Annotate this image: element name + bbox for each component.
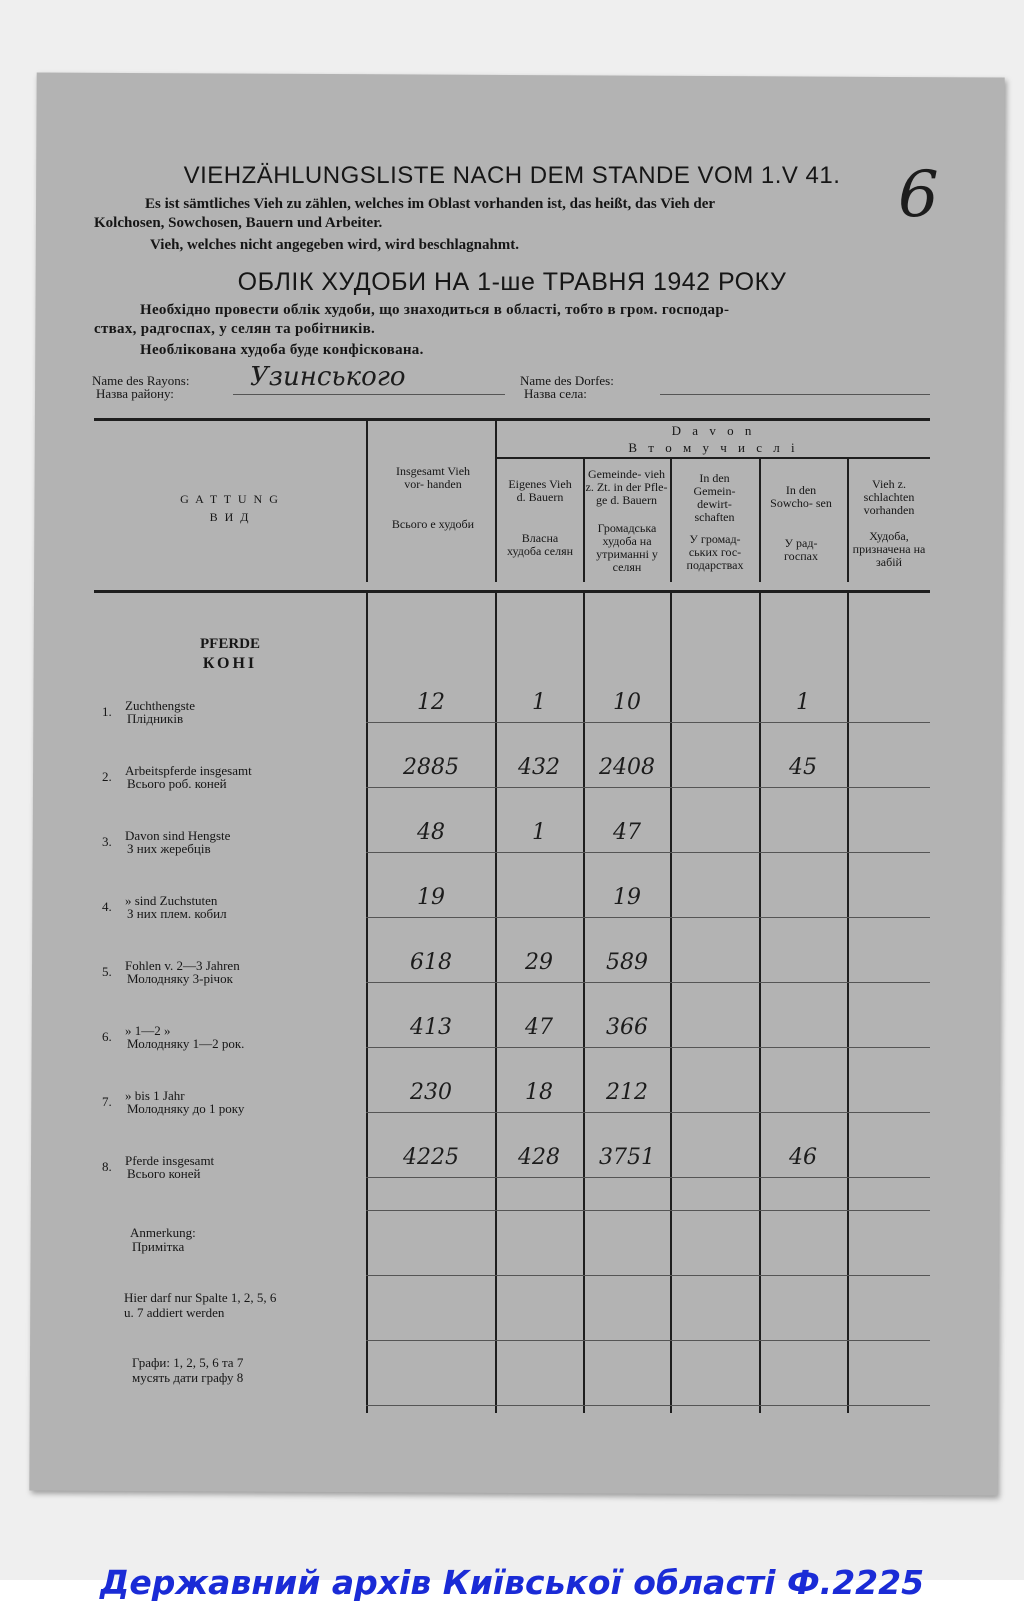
row-rule	[366, 787, 930, 788]
rayon-label-ukrainian: Назва району:	[96, 386, 174, 401]
note-prymitka: Примітка	[132, 1239, 185, 1254]
rayon-underline	[233, 394, 505, 395]
header-divider-6	[847, 458, 849, 582]
col6-header-ukrainian: Худоба, призначена на забій	[852, 529, 926, 569]
title-ukrainian: ОБЛІК ХУДОБИ НА 1-ше ТРАВНЯ 1942 РОКУ	[237, 268, 787, 296]
header-divider-4	[670, 458, 672, 582]
row-value-col1: 2885	[403, 755, 459, 780]
rayon-value: Узинського	[250, 362, 406, 392]
col3-header-german: Gemeinde- vieh z. Zt. in der Pfle- ge d. Bauern	[585, 467, 668, 507]
row-value-col3: 3751	[599, 1145, 655, 1170]
row-label-german: » 1—2 »	[125, 1023, 171, 1038]
intro-german-line-2: Kolchosen, Sowchosen, Bauern und Arbeiter.	[94, 215, 383, 231]
row-value-col2: 29	[525, 950, 553, 975]
body-divider-2	[495, 593, 497, 1413]
row-rule	[366, 982, 930, 983]
row-value-col1: 618	[410, 950, 452, 975]
row-value-col1: 12	[417, 690, 445, 715]
row-value-col2: 1	[532, 820, 546, 845]
row-value-col3: 212	[606, 1080, 648, 1105]
row-value-col3: 47	[613, 820, 641, 845]
row-label-ukrainian: Всього роб. коней	[127, 776, 227, 791]
row-rule	[366, 1047, 930, 1048]
col5-header-german: In den Sowcho- sen	[770, 483, 832, 510]
row-value-col2: 432	[518, 755, 560, 780]
row-value-col3: 366	[606, 1015, 648, 1040]
col6-header-german: Vieh z. schlachten vorhanden	[863, 477, 915, 517]
row-number: 8.	[102, 1159, 112, 1174]
archive-caption: Державний архів Київської області Ф.2225	[99, 1563, 925, 1602]
intro-ukrainian-line-1: Необхідно провести облік худоби, що знаходиться в області, тобто в гром. господар-	[140, 302, 730, 318]
note-hier-line-2: u. 7 addiert werden	[124, 1305, 225, 1320]
note-grafy-line-2: мусять дати графу 8	[132, 1370, 244, 1385]
row-number: 6.	[102, 1029, 112, 1044]
page-number: 6	[898, 158, 939, 232]
row-number: 1.	[102, 704, 112, 719]
col1-header-german: Insgesamt Vieh vor- handen	[395, 464, 471, 491]
body-divider-4	[670, 593, 672, 1413]
row-value-col3: 2408	[599, 755, 655, 780]
row-value-col5: 46	[789, 1145, 817, 1170]
col4-header-ukrainian: У громад- ських гос- подарствах	[686, 532, 744, 572]
row-value-col2: 47	[525, 1015, 553, 1040]
intro-german-line-3: Vieh, welches nicht angegeben wird, wird beschlagnahmt.	[150, 237, 520, 253]
row-label-ukrainian: З них жеребців	[127, 841, 211, 856]
row-value-col1: 48	[417, 820, 445, 845]
dorf-underline	[660, 394, 930, 395]
row-rule	[366, 852, 930, 853]
row-value-col1: 19	[417, 885, 445, 910]
section-title-ukrainian: КОНІ	[202, 655, 258, 672]
header-vyd: В И Д	[209, 510, 251, 524]
intro-ukrainian-line-3: Необлікована худоба буде конфіскована.	[140, 342, 424, 358]
note-grafy-line-1: Графи: 1, 2, 5, 6 та 7	[132, 1355, 244, 1370]
row-rule	[366, 1112, 930, 1113]
row-label-german: Fohlen v. 2—3 Jahren	[125, 958, 240, 973]
row-label-ukrainian: Плідників	[127, 711, 184, 726]
row-value-col2: 428	[518, 1145, 560, 1170]
body-divider-1	[366, 593, 368, 1413]
empty-row-rule	[366, 1210, 930, 1211]
intro-ukrainian-line-2: ствах, радгоспах, у селян та робітників.	[94, 321, 376, 337]
row-number: 4.	[102, 899, 112, 914]
empty-row-rule	[366, 1405, 930, 1406]
header-divider-1	[366, 420, 368, 582]
note-hier-line-1: Hier darf nur Spalte 1, 2, 5, 6	[124, 1290, 277, 1305]
row-value-col1: 4225	[403, 1145, 459, 1170]
row-number: 2.	[102, 769, 112, 784]
row-label-ukrainian: Молодняку 3-річок	[127, 971, 233, 986]
header-davon: D a v o n	[671, 423, 756, 438]
row-value-col3: 589	[606, 950, 648, 975]
davon-rule	[497, 457, 930, 459]
row-value-col3: 19	[613, 885, 641, 910]
row-rule	[366, 722, 930, 723]
dorf-label-ukrainian: Назва села:	[524, 386, 587, 401]
row-value-col5: 1	[796, 690, 810, 715]
header-bottom-rule	[94, 590, 930, 593]
col1-header-ukrainian: Всього е худоби	[391, 517, 475, 531]
row-label-german: Arbeitspferde insgesamt	[125, 763, 252, 778]
row-label-german: » sind Zuchstuten	[125, 893, 218, 908]
row-label-german: Davon sind Hengste	[125, 828, 231, 843]
row-label-ukrainian: Молодняку до 1 року	[127, 1101, 245, 1116]
col5-header-ukrainian: У рад- госпах	[784, 536, 818, 563]
col2-header-ukrainian: Власна худоба селян	[506, 531, 574, 558]
row-value-col2: 1	[532, 690, 546, 715]
section-title-german: PFERDE	[200, 636, 260, 652]
empty-row-rule	[366, 1340, 930, 1341]
row-label-ukrainian: З них плем. кобил	[127, 906, 227, 921]
row-label-ukrainian: Молодняку 1—2 рок.	[127, 1036, 245, 1051]
dorf-label-german: Name des Dorfes:	[520, 373, 614, 388]
row-value-col2: 18	[525, 1080, 553, 1105]
table-top-rule	[94, 418, 930, 421]
row-label-german: Zuchthengste	[125, 698, 196, 713]
col3-header-ukrainian: Громадська худоба на утриманні у селян	[596, 521, 658, 574]
row-label-german: Pferde insgesamt	[125, 1153, 215, 1168]
row-rule	[366, 917, 930, 918]
row-number: 7.	[102, 1094, 112, 1109]
title-german: VIEHZÄHLUNGSLISTE NACH DEM STANDE VOM 1.V 41.	[183, 162, 841, 189]
row-value-col5: 45	[789, 755, 817, 780]
row-value-col3: 10	[613, 690, 641, 715]
note-anmerkung: Anmerkung:	[130, 1225, 196, 1240]
empty-row-rule	[366, 1275, 930, 1276]
body-divider-5	[759, 593, 761, 1413]
header-gattung: G A T T U N G	[180, 492, 280, 506]
row-number: 5.	[102, 964, 112, 979]
row-number: 3.	[102, 834, 112, 849]
row-rule	[366, 1177, 930, 1178]
body-divider-3	[583, 593, 585, 1413]
row-value-col1: 413	[410, 1015, 452, 1040]
intro-german-line-1: Es ist sämtliches Vieh zu zählen, welches im Oblast vorhanden ist, das heißt, das Vieh der	[145, 196, 716, 212]
header-v-tomu-chysli: В т о м у ч и с л і	[628, 440, 799, 455]
col2-header-german: Eigenes Vieh d. Bauern	[508, 477, 572, 504]
row-label-german: » bis 1 Jahr	[125, 1088, 185, 1103]
row-value-col1: 230	[410, 1080, 452, 1105]
row-label-ukrainian: Всього коней	[127, 1166, 201, 1181]
header-divider-5	[759, 458, 761, 582]
col4-header-german: In den Gemein- dewirt- schaften	[693, 471, 736, 524]
body-divider-6	[847, 593, 849, 1413]
rayon-label-german: Name des Rayons:	[92, 373, 190, 388]
